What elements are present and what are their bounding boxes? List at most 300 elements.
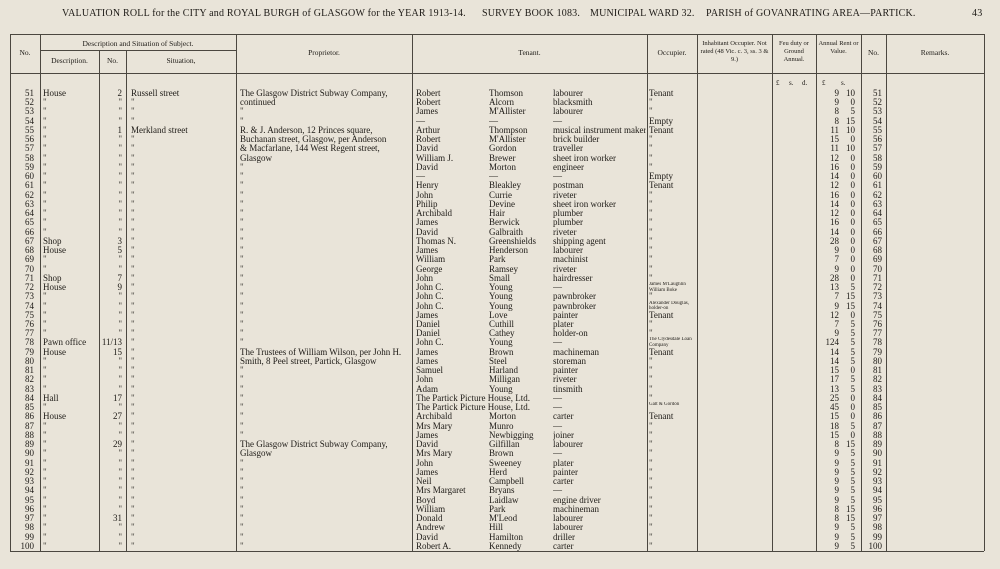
- cell-situation: ": [131, 439, 135, 450]
- cell-number: ": [118, 226, 122, 237]
- cell-no2: 73: [873, 291, 882, 302]
- cell-rent-shillings: 10: [846, 143, 855, 154]
- cell-tenant-occupation: labourer: [553, 513, 583, 524]
- cell-tenant-occupation: engine driver: [553, 494, 601, 505]
- cell-situation: ": [131, 513, 135, 524]
- page-number: 43: [972, 8, 983, 19]
- cell-number: ": [118, 217, 122, 228]
- cell-proprietor: ": [240, 466, 244, 477]
- cell-proprietor: ": [240, 365, 244, 376]
- cell-description: House: [43, 282, 66, 293]
- cell-rent-shillings: 5: [850, 531, 855, 542]
- cell-tenant-surname: Cuthill: [489, 319, 515, 329]
- cell-no2: 56: [873, 134, 882, 145]
- cell-number: ": [118, 198, 122, 209]
- cell-rent-shillings: 0: [850, 134, 855, 145]
- cell-tenant-surname: Brown: [489, 346, 514, 357]
- cell-proprietor: ": [240, 485, 244, 496]
- cell-no2: 100: [868, 540, 882, 551]
- cell-tenant-first: Robert: [416, 134, 441, 145]
- cell-occupier: ": [649, 392, 653, 403]
- cell-rent-pounds: 9: [834, 457, 839, 468]
- cell-tenant-first: David: [416, 161, 438, 172]
- cell-tenant-surname: Morton: [489, 161, 516, 172]
- cell-description: House: [43, 88, 66, 98]
- cell-rent-shillings: 0: [850, 235, 855, 246]
- cell-occupier: ": [649, 263, 653, 274]
- cell-tenant-first: John: [416, 457, 434, 468]
- cell-description: ": [43, 300, 47, 311]
- cell-tenant-surname: Ramsey: [489, 263, 518, 274]
- cell-occupier: ": [649, 540, 653, 551]
- rating-area: RATING AREA—PARTICK.: [792, 8, 916, 19]
- cell-tenant-first: Daniel: [416, 328, 440, 339]
- cell-rent-pounds: 15: [830, 365, 839, 376]
- cell-occupier: The Clydesdale Loan Company: [649, 337, 692, 348]
- cell-situation: ": [131, 291, 135, 302]
- cell-no: 80: [25, 355, 34, 366]
- cell-rent-pounds: 18: [830, 420, 839, 431]
- cell-no: 87: [25, 420, 34, 431]
- cell-no2: 86: [873, 411, 882, 422]
- cell-tenant-first: Adam: [416, 383, 438, 394]
- cell-tenant-first: Robert: [416, 97, 441, 108]
- cell-number: 11/13: [101, 337, 122, 348]
- cell-inhabitant: [699, 541, 771, 552]
- cell-no: 99: [25, 531, 34, 542]
- cell-occupier: ": [649, 291, 653, 302]
- cell-rent-shillings: 5: [850, 540, 855, 551]
- cell-occupier: ": [649, 208, 653, 219]
- cell-rent-pounds: 45: [830, 402, 839, 413]
- cell-no: 52: [25, 97, 34, 108]
- cell-description: ": [43, 217, 47, 228]
- cell-rent-pounds: 9: [834, 494, 839, 505]
- cell-number: ": [118, 355, 122, 366]
- cell-rent-pounds: 15: [830, 429, 839, 440]
- cell-occupier: ": [649, 522, 653, 533]
- cell-rent-shillings: 5: [850, 106, 855, 117]
- cell-situation: ": [131, 106, 135, 117]
- cell-rent-pounds: 8: [834, 513, 839, 524]
- cell-rent-pounds: 13: [830, 282, 839, 293]
- cell-tenant-surname: Bryans: [489, 485, 515, 496]
- cell-tenant-surname: Gilfillan: [489, 439, 520, 450]
- cell-tenant-surname: Young: [489, 291, 513, 302]
- cell-proprietor: Glasgow: [240, 448, 272, 459]
- cell-occupier: ": [649, 106, 653, 117]
- cell-rent-pounds: 25: [830, 392, 839, 403]
- cell-tenant-first: John: [416, 374, 434, 385]
- cell-tenant-occupation: riveter: [553, 189, 577, 200]
- cell-rent-shillings: 15: [846, 513, 855, 524]
- cell-description: ": [43, 531, 47, 542]
- cell-tenant-occupation: plater: [553, 457, 574, 468]
- cell-tenant-surname: Herd: [489, 466, 507, 477]
- cell-tenant-first: Mrs Mary: [416, 420, 453, 431]
- cell-proprietor: ": [240, 282, 244, 293]
- cell-no: 93: [25, 476, 34, 487]
- currency-pence: d.: [802, 79, 808, 87]
- cell-tenant-first: William: [416, 254, 446, 265]
- cell-situation: ": [131, 355, 135, 366]
- cell-tenant-occupation: storeman: [553, 355, 586, 366]
- cell-rent-shillings: 0: [850, 365, 855, 376]
- cell-situation: ": [131, 522, 135, 533]
- cell-no: 51: [25, 88, 34, 98]
- cell-description: ": [43, 291, 47, 302]
- cell-tenant-occupation: holder-on: [553, 328, 588, 339]
- cell-tenant-occupation: —: [553, 402, 562, 413]
- cell-occupier: ": [649, 503, 653, 514]
- cell-no: 70: [25, 263, 34, 274]
- cell-description: ": [43, 309, 47, 320]
- cell-number: 7: [117, 272, 122, 283]
- cell-rent-pounds: 9: [834, 245, 839, 256]
- cell-tenant-surname: Young: [489, 282, 513, 293]
- cell-number: ": [118, 485, 122, 496]
- col-no-header: No.: [19, 48, 31, 57]
- cell-tenant-first: Neil: [416, 476, 432, 487]
- cell-situation: ": [131, 226, 135, 237]
- cell-no2: 92: [873, 466, 882, 477]
- cell-no: 71: [25, 272, 34, 283]
- cell-description: ": [43, 503, 47, 514]
- cell-tenant-first: George: [416, 263, 443, 274]
- cell-situation: ": [131, 411, 135, 422]
- cell-situation: ": [131, 346, 135, 357]
- cell-no2: 77: [873, 328, 882, 339]
- cell-no: 79: [25, 346, 34, 357]
- cell-tenant-occupation: machineman: [553, 346, 599, 357]
- cell-rent-pounds: 15: [830, 411, 839, 422]
- cell-occupier: ": [649, 198, 653, 209]
- cell-tenant-surname: Steel: [489, 355, 507, 366]
- cell-rent-pounds: 16: [830, 217, 839, 228]
- cell-no2: 83: [873, 383, 882, 394]
- cell-tenant-surname: Newbigging: [489, 429, 534, 440]
- cell-number: ": [118, 531, 122, 542]
- cell-tenant-occupation: carter: [553, 540, 574, 551]
- cell-no2: 65: [873, 217, 882, 228]
- cell-no: 69: [25, 254, 34, 265]
- cell-no2: 72: [873, 282, 882, 293]
- cell-tenant-surname: Munro: [489, 420, 514, 431]
- cell-tenant-occupation: musical instrument maker: [553, 124, 646, 135]
- cell-occupier: ": [649, 365, 653, 376]
- cell-rent-shillings: 0: [850, 429, 855, 440]
- cell-tenant-occupation: —: [553, 392, 562, 403]
- cell-situation: ": [131, 485, 135, 496]
- cell-proprietor: ": [240, 392, 244, 403]
- cell-situation: ": [131, 272, 135, 283]
- cell-no: 67: [25, 235, 34, 246]
- cell-no: 65: [25, 217, 34, 228]
- col-number-header: No.: [106, 56, 119, 65]
- cell-description: ": [43, 429, 47, 440]
- cell-no: 77: [25, 328, 34, 339]
- cell-rent-shillings: 15: [846, 115, 855, 126]
- cell-rent-pounds: 11: [830, 124, 839, 135]
- cell-no2: 60: [873, 171, 882, 182]
- cell-rent-shillings: 5: [850, 448, 855, 459]
- cell-rent-shillings: 0: [850, 152, 855, 163]
- cell-situation: ": [131, 328, 135, 339]
- col-description-header: Description.: [51, 56, 88, 65]
- cell-no2: 97: [873, 513, 882, 524]
- cell-proprietor: Buchanan street, Glasgow, per Anderson: [240, 134, 387, 145]
- cell-no: 58: [25, 152, 34, 163]
- cell-tenant-occupation: —: [553, 485, 562, 496]
- cell-tenant-first: The Partick Picture House, Ltd.: [416, 402, 530, 413]
- cell-rent-shillings: 5: [850, 355, 855, 366]
- cell-tenant-first: —: [416, 115, 425, 126]
- cell-tenant-occupation: blacksmith: [553, 97, 593, 108]
- cell-no: 91: [25, 457, 34, 468]
- cell-tenant-occupation: pawnbroker: [553, 291, 596, 302]
- cell-proprietor: ": [240, 291, 244, 302]
- cell-situation: ": [131, 494, 135, 505]
- cell-rent-shillings: 0: [850, 392, 855, 403]
- cell-proprietor: & Macfarlane, 144 West Regent street,: [240, 143, 380, 154]
- cell-no: 55: [25, 124, 34, 135]
- cell-no2: 67: [873, 235, 882, 246]
- cell-tenant-surname: Young: [489, 300, 513, 311]
- cell-tenant-surname: Thompson: [489, 124, 528, 135]
- cell-tenant-first: James: [416, 217, 438, 228]
- cell-tenant-occupation: machineman: [553, 503, 599, 514]
- cell-rent-pounds: 14: [830, 171, 839, 182]
- cell-situation: Merkland street: [131, 124, 188, 135]
- cell-rent-pounds: 14: [830, 226, 839, 237]
- cell-tenant-first: Donald: [416, 513, 443, 524]
- cell-description: Pawn office: [43, 337, 87, 348]
- cell-no: 96: [25, 503, 34, 514]
- cell-occupier: ": [649, 466, 653, 477]
- survey-book: SURVEY BOOK 1083.: [482, 8, 581, 19]
- cell-proprietor: ": [240, 235, 244, 246]
- cell-number: ": [118, 263, 122, 274]
- cell-no2: 78: [873, 337, 882, 348]
- cell-proprietor: ": [240, 198, 244, 209]
- cell-proprietor: The Glasgow District Subway Company,: [240, 439, 388, 450]
- col-inhabitant-header: Inhabitant Occupier. Not rated (48 Vic. c. 3, ss. 3 & 9.): [700, 40, 769, 63]
- cell-no2: 98: [873, 522, 882, 533]
- cell-tenant-occupation: machinist: [553, 254, 588, 265]
- cell-description: ": [43, 522, 47, 533]
- cell-no: 84: [25, 392, 34, 403]
- cell-tenant-occupation: shipping agent: [553, 235, 606, 246]
- cell-tenant-occupation: labourer: [553, 245, 583, 256]
- cell-no2: 54: [873, 115, 882, 126]
- cell-situation: ": [131, 337, 135, 348]
- cell-tenant-first: James: [416, 429, 438, 440]
- cell-number: ": [118, 540, 122, 551]
- cell-tenant-first: David: [416, 531, 438, 542]
- cell-rent-shillings: 15: [846, 503, 855, 514]
- cell-number: ": [118, 466, 122, 477]
- cell-description: ": [43, 161, 47, 172]
- cell-description: ": [43, 476, 47, 487]
- cell-tenant-surname: Gordon: [489, 143, 517, 154]
- cell-occupier: ": [649, 420, 653, 431]
- cell-no: 98: [25, 522, 34, 533]
- cell-tenant-occupation: plater: [553, 319, 574, 329]
- cell-situation: ": [131, 171, 135, 182]
- cell-description: ": [43, 513, 47, 524]
- cell-no: 63: [25, 198, 34, 209]
- cell-situation: ": [131, 161, 135, 172]
- cell-rent-pounds: 15: [830, 134, 839, 145]
- cell-number: 9: [117, 282, 122, 293]
- col-occupier-header: Occupier.: [657, 48, 687, 57]
- cell-situation: ": [131, 282, 135, 293]
- cell-description: ": [43, 402, 47, 413]
- cell-tenant-occupation: labourer: [553, 522, 583, 533]
- cell-number: 17: [113, 392, 122, 403]
- cell-tenant-surname: Young: [489, 337, 513, 348]
- cell-tenant-occupation: labourer: [553, 439, 583, 450]
- cell-proprietor: The Glasgow District Subway Company,: [240, 88, 388, 98]
- cell-rent-pounds: 9: [834, 88, 839, 98]
- cell-rent-shillings: 5: [850, 337, 855, 348]
- cell-tenant-first: James: [416, 466, 438, 477]
- cell-proprietor: ": [240, 402, 244, 413]
- cell-rent-shillings: 0: [850, 309, 855, 320]
- cell-rent-pounds: 14: [830, 355, 839, 366]
- cell-tenant-first: John: [416, 189, 434, 200]
- cell-tenant-first: James: [416, 355, 438, 366]
- cell-description: ": [43, 152, 47, 163]
- cell-occupier: Tenant: [649, 309, 674, 320]
- cell-number: 31: [113, 513, 122, 524]
- cell-tenant-occupation: —: [553, 115, 562, 126]
- cell-no2: 53: [873, 106, 882, 117]
- cell-rent-shillings: 0: [850, 217, 855, 228]
- cell-rent-pounds: 17: [830, 374, 839, 385]
- cell-no2: 55: [873, 124, 882, 135]
- cell-no: 85: [25, 402, 34, 413]
- cell-proprietor: R. & J. Anderson, 12 Princes square,: [240, 124, 373, 135]
- cell-no2: 88: [873, 429, 882, 440]
- cell-tenant-surname: Park: [489, 503, 506, 514]
- cell-situation: ": [131, 383, 135, 394]
- cell-number: 27: [113, 411, 122, 422]
- cell-rent-pounds: 12: [830, 152, 839, 163]
- cell-situation: ": [131, 503, 135, 514]
- cell-proprietor: ": [240, 115, 244, 126]
- cell-number: ": [118, 503, 122, 514]
- cell-number: ": [118, 291, 122, 302]
- cell-rent-pounds: 9: [834, 485, 839, 496]
- cell-proprietor: ": [240, 245, 244, 256]
- cell-situation: ": [131, 198, 135, 209]
- cell-number: ": [118, 208, 122, 219]
- cell-situation: ": [131, 476, 135, 487]
- cell-no2: 58: [873, 152, 882, 163]
- cell-occupier: Galt & Gordon: [649, 402, 680, 408]
- cell-description: ": [43, 115, 47, 126]
- col-desc-group-header: Description and Situation of Subject.: [82, 39, 194, 48]
- cell-description: ": [43, 383, 47, 394]
- cell-occupier: ": [649, 513, 653, 524]
- cell-tenant-surname: Campbell: [489, 476, 524, 487]
- cell-number: 2: [117, 88, 122, 98]
- cell-situation: ": [131, 466, 135, 477]
- cell-occupier: ": [649, 272, 653, 283]
- cell-occupier: ": [649, 448, 653, 459]
- cell-tenant-first: Mrs Margaret: [416, 485, 466, 496]
- cell-occupier: James M'Laughlin William Boke: [649, 282, 686, 293]
- cell-no: 74: [25, 300, 34, 311]
- col-remarks-header: Remarks.: [920, 48, 950, 57]
- cell-description: Shop: [43, 272, 62, 283]
- cell-rent-shillings: 5: [850, 319, 855, 329]
- cell-rent-shillings: 0: [850, 198, 855, 209]
- cell-situation: ": [131, 189, 135, 200]
- cell-situation: ": [131, 254, 135, 265]
- cell-proprietor: ": [240, 319, 244, 329]
- cell-proprietor: ": [240, 272, 244, 283]
- cell-occupier: ": [649, 189, 653, 200]
- cell-situation: ": [131, 365, 135, 376]
- col-no2-header: No.: [867, 48, 880, 57]
- cell-tenant-surname: Young: [489, 383, 513, 394]
- cell-description: ": [43, 494, 47, 505]
- cell-no2: 51: [873, 88, 882, 98]
- cell-tenant-first: David: [416, 143, 438, 154]
- cell-situation: ": [131, 263, 135, 274]
- cell-tenant-first: James: [416, 309, 438, 320]
- cell-number: ": [118, 134, 122, 145]
- cell-tenant-surname: Alcorn: [489, 97, 514, 108]
- cell-proprietor: ": [240, 217, 244, 228]
- cell-description: ": [43, 226, 47, 237]
- cell-description: ": [43, 143, 47, 154]
- cell-proprietor: ": [240, 420, 244, 431]
- currency-pound: £: [776, 79, 780, 87]
- cell-rent-pounds: 9: [834, 476, 839, 487]
- cell-tenant-surname: Milligan: [489, 374, 520, 385]
- cell-situation: ": [131, 134, 135, 145]
- cell-rent-shillings: 5: [850, 457, 855, 468]
- cell-occupier: ": [649, 161, 653, 172]
- cell-number: ": [118, 115, 122, 126]
- cell-tenant-first: John C.: [416, 300, 444, 311]
- cell-occupier: ": [649, 355, 653, 366]
- cell-description: ": [43, 374, 47, 385]
- cell-no2: 64: [873, 208, 882, 219]
- cell-occupier: ": [649, 457, 653, 468]
- cell-no2: 89: [873, 439, 882, 450]
- cell-rent-pounds: 8: [834, 106, 839, 117]
- cell-description: ": [43, 365, 47, 376]
- currency-shillings-rent: s.: [841, 79, 846, 87]
- cell-tenant-occupation: —: [553, 448, 562, 459]
- cell-tenant-first: The Partick Picture House, Ltd.: [416, 392, 530, 403]
- cell-no2: 84: [873, 392, 882, 403]
- cell-occupier: ": [649, 254, 653, 265]
- cell-rent-shillings: 0: [850, 263, 855, 274]
- cell-occupier: ": [649, 245, 653, 256]
- cell-rent-shillings: 0: [850, 180, 855, 191]
- cell-situation: ": [131, 374, 135, 385]
- cell-occupier: ": [649, 485, 653, 496]
- cell-tenant-surname: Thomson: [489, 88, 524, 98]
- cell-tenant-surname: Brewer: [489, 152, 516, 163]
- cell-rent-shillings: 5: [850, 346, 855, 357]
- cell-tenant-surname: Harland: [489, 365, 518, 376]
